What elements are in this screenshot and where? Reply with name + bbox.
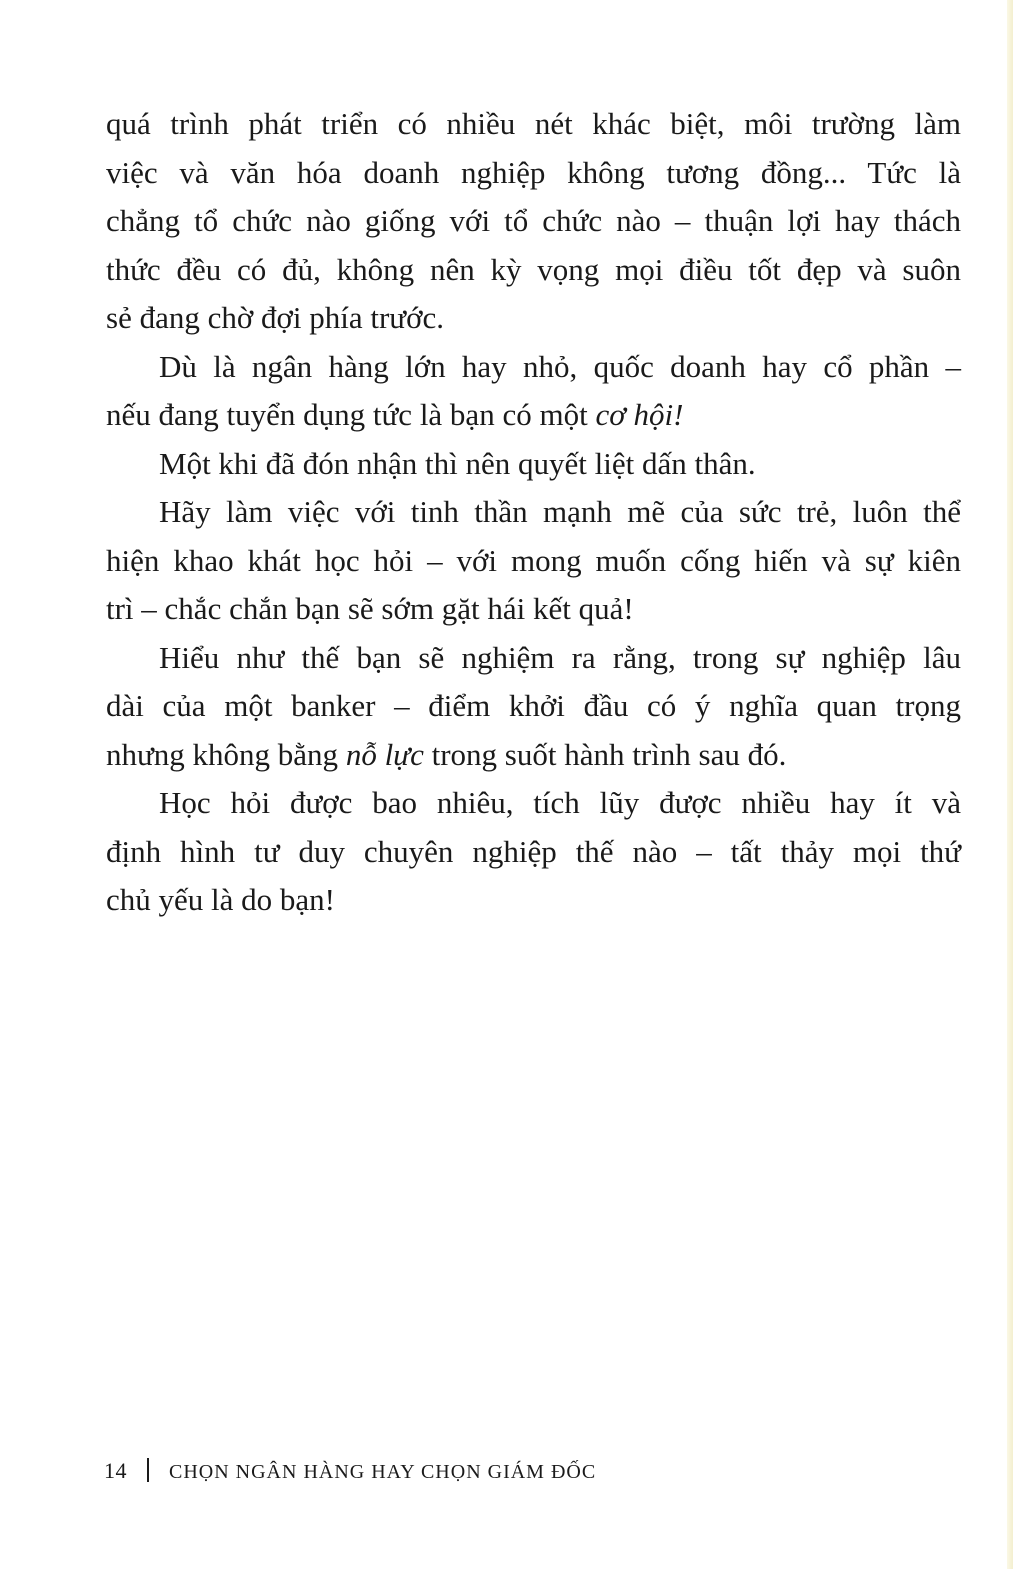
page-edge [1007, 0, 1013, 1569]
text-line: định hình tư duy chuyên nghiệp thế nào – tất thảy mọi thứ [106, 833, 961, 869]
page-body [106, 100, 961, 925]
text-segment: nhưng không bằng [106, 736, 346, 772]
paragraph-4 [106, 488, 961, 634]
text-segment: nếu đang tuyển dụng tức là bạn có một [106, 397, 596, 432]
text-line: dài của một banker – điểm khởi đầu có ý nghĩa quan trọng [106, 688, 961, 723]
text-line: Học hỏi được bao nhiêu, tích lũy được nhiều hay ít và [159, 785, 961, 820]
text-line: Hãy làm việc với tinh thần mạnh mẽ của sức trẻ, luôn thể [159, 494, 961, 529]
text-line: việc và văn hóa doanh nghiệp không tương đồng... Tức là [106, 154, 961, 190]
emphasis-text: nỗ lực [345, 736, 424, 772]
text-line: chẳng tổ chức nào giống với tổ chức nào – thuận lợi hay thách [106, 203, 961, 238]
page-footer [104, 1458, 596, 1484]
text-line: Dù là ngân hàng lớn hay nhỏ, quốc doanh hay cổ phần – [159, 348, 961, 384]
paragraph-6 [106, 779, 961, 925]
text-line: chủ yếu là do bạn! [106, 882, 335, 917]
text-line-with-emphasis [106, 731, 961, 780]
text-line: hiện khao khát học hỏi – với mong muốn cống hiến và sự kiên [106, 542, 961, 578]
text-line: quá trình phát triển có nhiều nét khác biệt, môi trường làm [106, 106, 961, 141]
paragraph-1 [106, 100, 961, 343]
text-line: Một khi đã đón nhận thì nên quyết liệt dấn thân. [159, 445, 756, 481]
paragraph-5 [106, 634, 961, 780]
footer-separator [147, 1458, 149, 1482]
text-line-with-emphasis [106, 391, 961, 440]
emphasis-text: cơ hội! [595, 397, 684, 432]
text-segment: trong suốt hành trình sau đó. [423, 736, 787, 772]
page-number: 14 [104, 1458, 127, 1483]
text-line: sẻ đang chờ đợi phía trước. [106, 300, 445, 335]
running-title: CHỌN NGÂN HÀNG HAY CHỌN GIÁM ĐỐC [169, 1461, 597, 1483]
paragraph-3 [106, 440, 961, 489]
text-line: trì – chắc chắn bạn sẽ sớm gặt hái kết quả! [106, 591, 634, 626]
text-line: thức đều có đủ, không nên kỳ vọng mọi điều tốt đẹp và suôn [106, 251, 961, 287]
paragraph-2 [106, 343, 961, 440]
text-line: Hiểu như thế bạn sẽ nghiệm ra rằng, trong sự nghiệp lâu [159, 639, 961, 675]
